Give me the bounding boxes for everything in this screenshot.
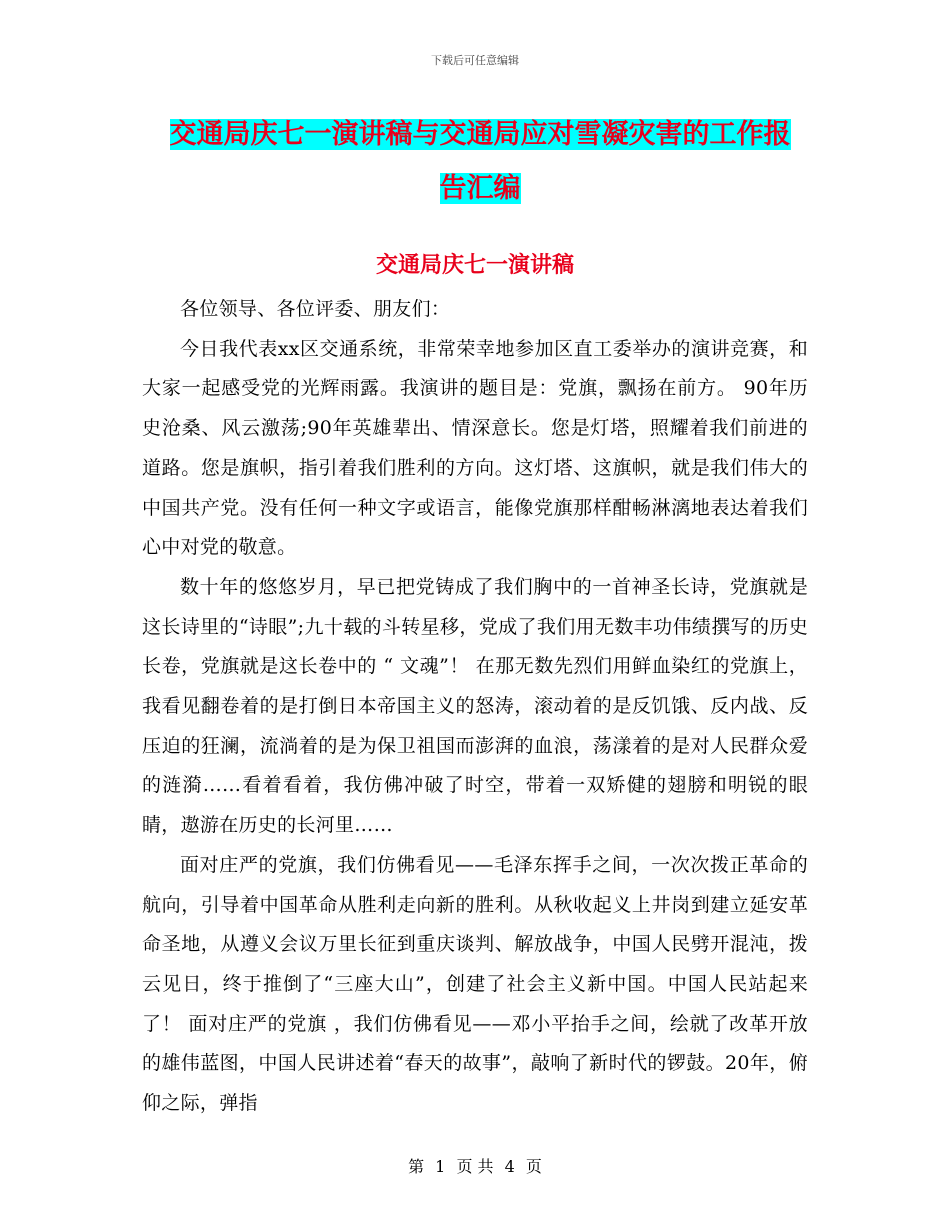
document-body [142,290,808,1124]
section-title: 交通局庆七一演讲稿 [375,252,574,278]
document-title-line2: 告汇编 [439,173,521,204]
paragraph: 今日我代表xx区交通系统，非常荣幸地参加区直工委举办的演讲竞赛，和大家一起感受党的光辉雨露。我演讲的题目是：党旗，飘扬在前方。 90年历史沧桑、风云激荡;90年英雄辈出、情深意长。您是灯塔，照耀着我们前进的道路。您是旗帜，指引着我们胜利的方向。这灯塔、这旗帜，就是我们伟大的中国共产党。没有任何一种文字或语言，能像党旗那样酣畅淋漓地表达着我们心中对党的敬意。 [142,337,808,559]
footer-suffix: 页 [525,1157,542,1176]
footer-middle: 页 共 [456,1157,494,1176]
paragraph: 数十年的悠悠岁月，早已把党铸成了我们胸中的一首神圣长诗，党旗就是这长诗里的“诗眼”;九十载的斗转星移，党成了我们用无数丰功伟绩撰写的历史长卷，党旗就是这长卷中的 “ 文魂”！ 在那无数先烈们用鲜血染红的党旗上，我看见翻卷着的是打倒日本帝国主义的怒涛，滚动着的是反饥饿、反内战、反压迫的狂澜，流淌着的是为保卫祖国而澎湃的血浪，荡漾着的是对人民群众爱的涟漪……看着看着，我仿佛冲破了时空，带着一双矫健的翅膀和明锐的眼睛，遨游在历史的长河里…… [142,575,808,837]
document-title [150,108,810,216]
footer-total-pages: 4 [504,1157,515,1176]
paragraph: 面对庄严的党旗，我们仿佛看见——毛泽东挥手之间，一次次拨正革命的航向，引导着中国革命从胜利走向新的胜利。从秋收起义上井岗到建立延安革命圣地，从遵义会议万里长征到重庆谈判、解放战争，中国人民劈开混沌，拨云见日，终于推倒了“三座大山”，创建了社会主义新中国。中国人民站起来了！ 面对庄严的党旗 ，我们仿佛看见——邓小平抬手之间，绘就了改革开放的雄伟蓝图，中国人民讲述着“春天的故事”，敲响了新时代的锣鼓。20年，俯仰之际，弹指 [142,853,808,1115]
footer-prefix: 第 [408,1157,425,1176]
document-title-line1: 交通局庆七一演讲稿与交通局应对雪凝灾害的工作报 [169,119,791,150]
page-footer [0,1154,950,1177]
paragraph-salutation: 各位领导、各位评委、朋友们： [180,298,451,320]
footer-page-number: 1 [435,1157,446,1176]
page-header-note: 下载后可任意编辑 [431,54,519,67]
